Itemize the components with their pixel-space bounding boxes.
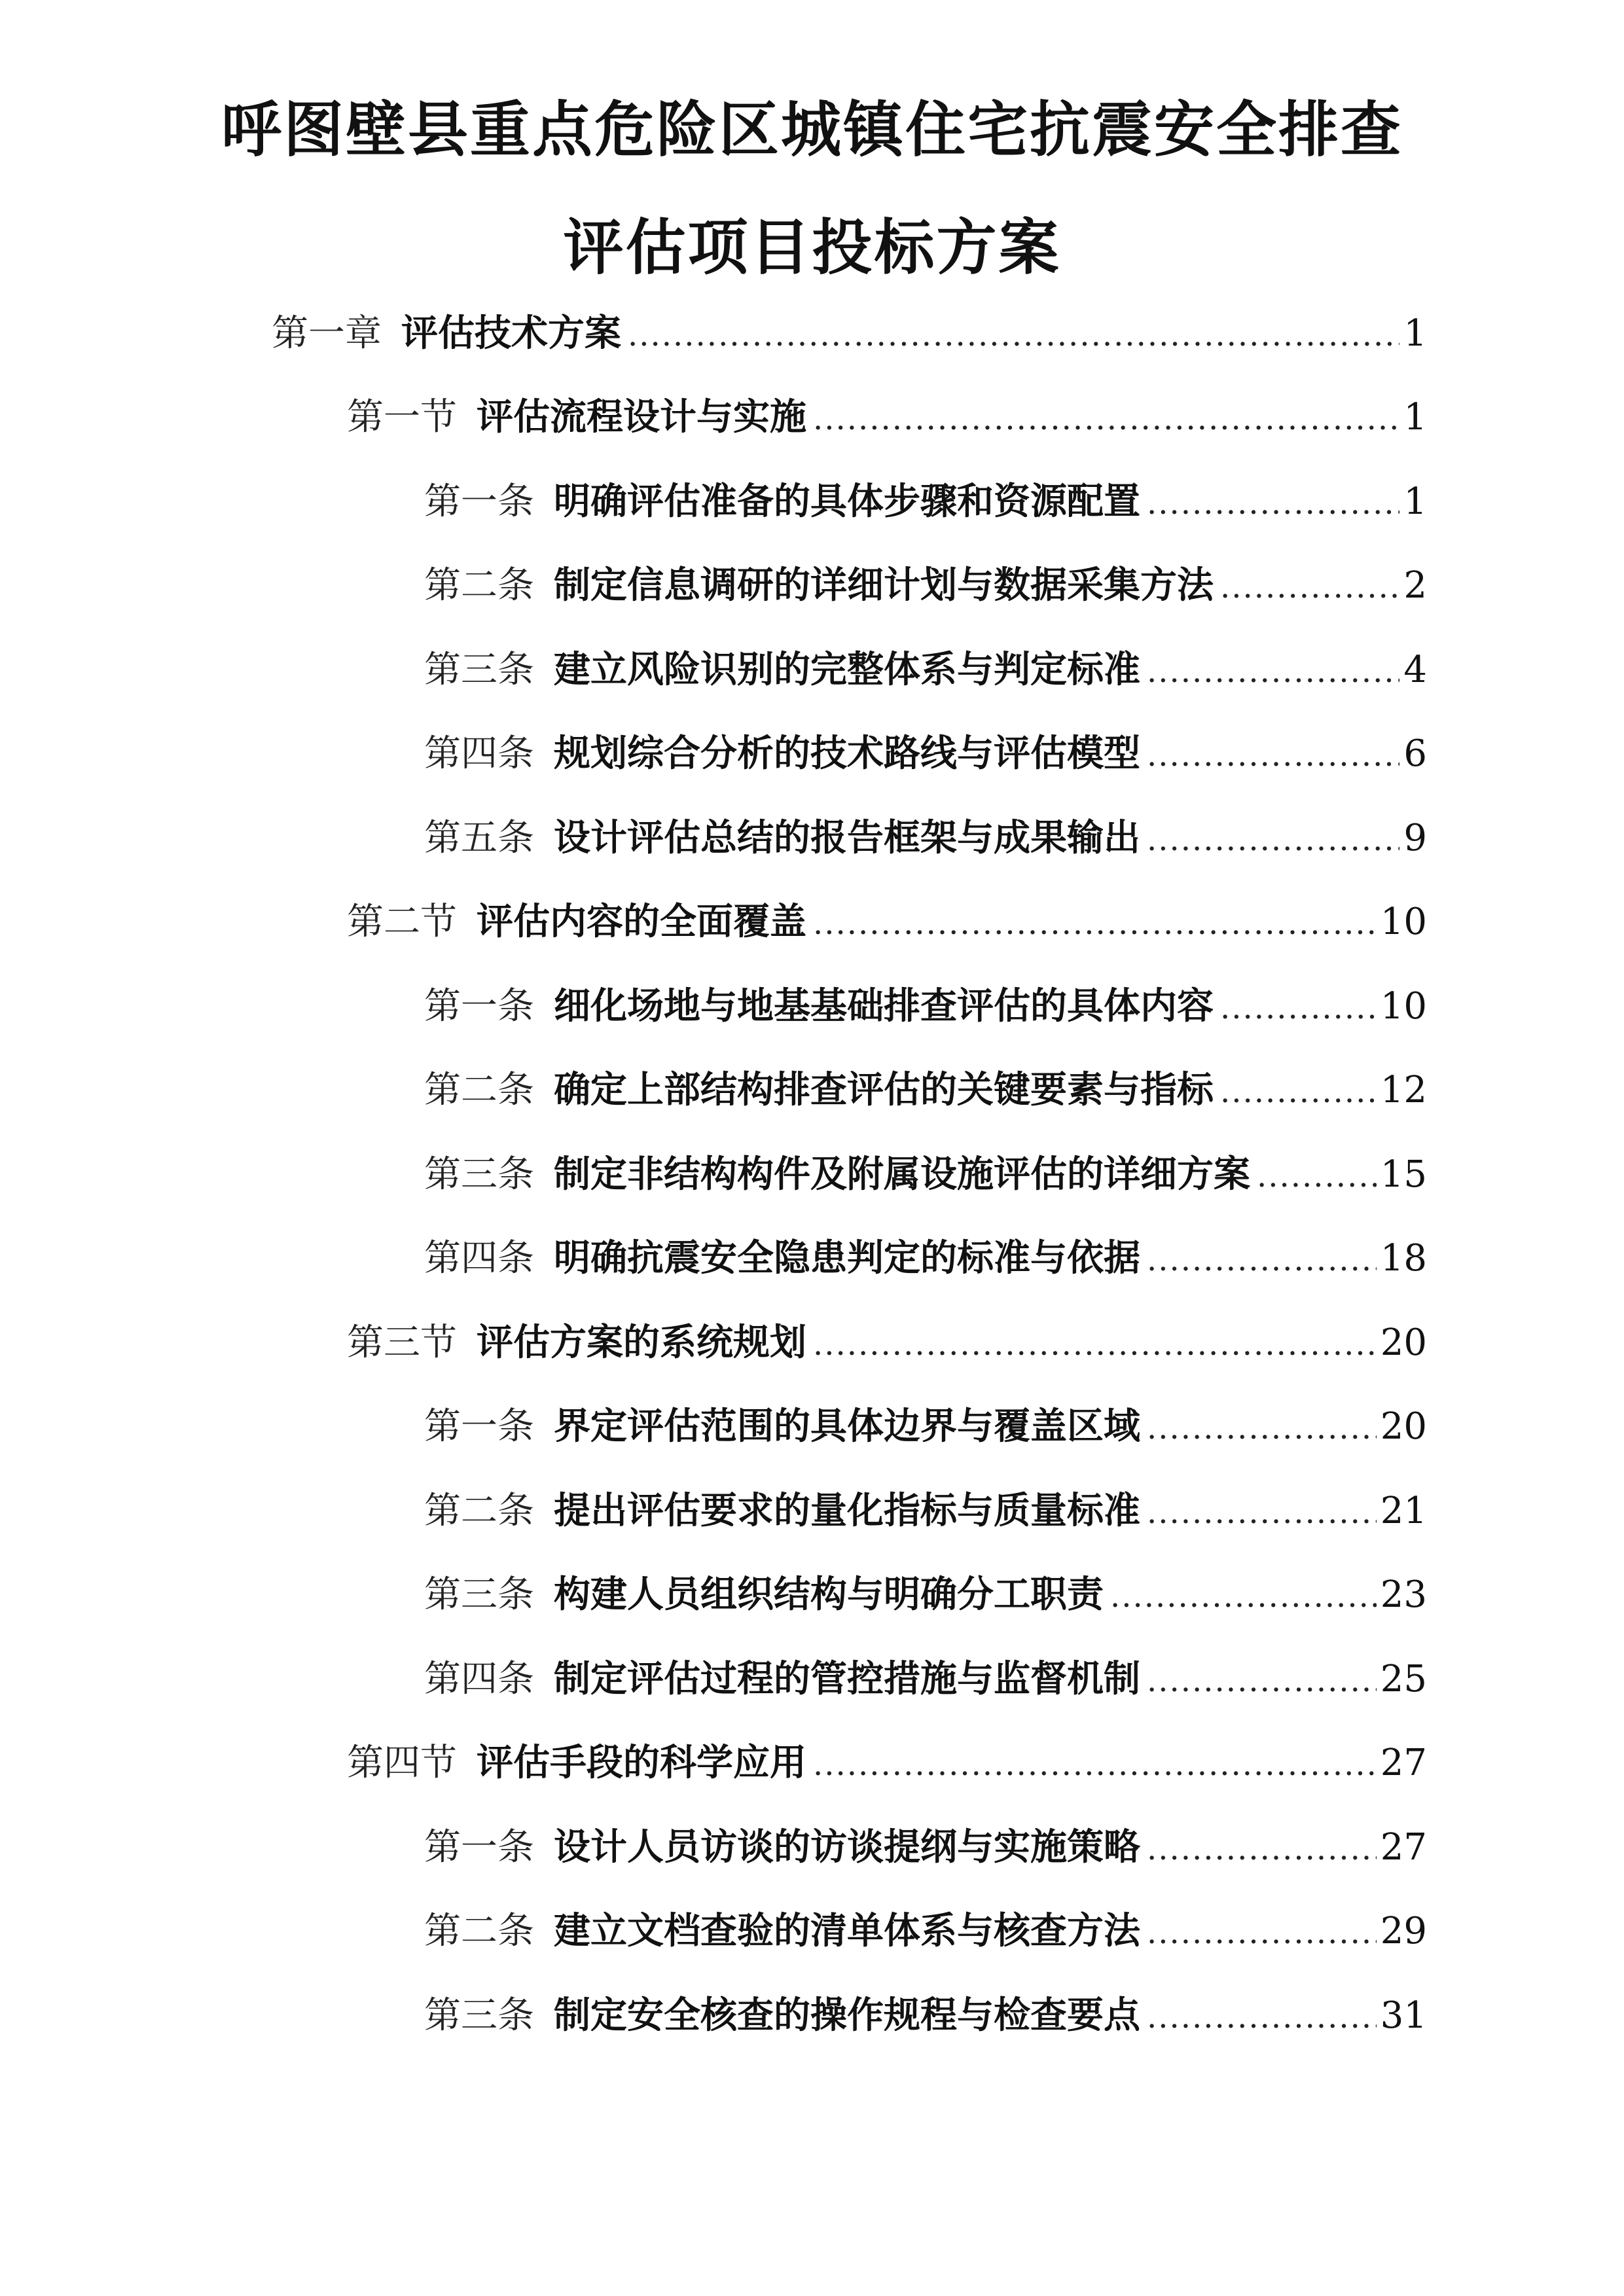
toc-entry-title: 制定安全核查的操作规程与检查要点 xyxy=(554,1994,1140,2037)
toc-entry-number: 第四节 xyxy=(347,1742,457,1784)
toc-entry-title: 评估技术方案 xyxy=(401,312,621,355)
toc-entry[interactable] xyxy=(424,1232,1427,1285)
toc-entry-title: 界定评估范围的具体边界与覆盖区域 xyxy=(554,1405,1140,1448)
toc-entry-page: 27 xyxy=(1380,1826,1427,1869)
toc-entry[interactable] xyxy=(424,1401,1427,1453)
toc-entry-number: 第三节 xyxy=(347,1321,457,1364)
toc-entry-number: 第三条 xyxy=(424,1153,534,1196)
toc-entry-page: 31 xyxy=(1380,1994,1427,2037)
toc-entry-title: 设计人员访谈的访谈提纲与实施策略 xyxy=(554,1826,1140,1869)
toc-entry[interactable] xyxy=(424,812,1427,865)
toc-entry[interactable] xyxy=(424,728,1427,780)
toc-leader-dots xyxy=(1147,645,1399,698)
toc-entry-page: 1 xyxy=(1403,480,1427,523)
toc-entry-number: 第四条 xyxy=(424,732,534,775)
toc-leader-dots xyxy=(813,1738,1377,1791)
toc-entry-page: 10 xyxy=(1380,985,1427,1028)
toc-entry-page: 12 xyxy=(1380,1069,1427,1111)
toc-leader-dots xyxy=(1147,814,1399,866)
toc-entry[interactable] xyxy=(424,644,1427,696)
toc-entry-number: 第四条 xyxy=(424,1237,534,1280)
toc-leader-dots xyxy=(1147,1823,1377,1875)
toc-entry-title: 明确评估准备的具体步骤和资源配置 xyxy=(554,480,1140,523)
toc-entry-title: 评估内容的全面覆盖 xyxy=(477,901,806,943)
toc-entry[interactable] xyxy=(347,896,1427,948)
toc-entry[interactable] xyxy=(424,1569,1427,1621)
toc-entry[interactable] xyxy=(347,391,1427,444)
toc-entry-title: 细化场地与地基基础排查评估的具体内容 xyxy=(554,985,1214,1028)
toc-entry-title: 制定非结构构件及附属设施评估的详细方案 xyxy=(554,1153,1250,1196)
toc-leader-dots xyxy=(813,897,1377,950)
toc-entry-page: 27 xyxy=(1380,1742,1427,1784)
toc-entry-page: 25 xyxy=(1380,1658,1427,1700)
toc-leader-dots xyxy=(813,1318,1377,1371)
toc-entry[interactable] xyxy=(424,1149,1427,1201)
toc-entry[interactable] xyxy=(272,308,1427,360)
toc-entry[interactable] xyxy=(424,476,1427,528)
toc-entry[interactable] xyxy=(424,980,1427,1033)
toc-entry-number: 第一条 xyxy=(424,1826,534,1869)
toc-entry-title: 建立风险识别的完整体系与判定标准 xyxy=(554,649,1140,691)
toc-entry[interactable] xyxy=(424,1485,1427,1537)
toc-leader-dots xyxy=(1147,1486,1377,1539)
toc-entry-number: 第一章 xyxy=(272,312,382,355)
toc-entry-number: 第三条 xyxy=(424,649,534,691)
toc-entry-number: 第二条 xyxy=(424,1490,534,1532)
toc-entry-title: 制定信息调研的详细计划与数据采集方法 xyxy=(554,564,1214,607)
toc-leader-dots xyxy=(1147,729,1399,781)
toc-entry[interactable] xyxy=(424,1821,1427,1874)
toc-entry-page: 29 xyxy=(1380,1910,1427,1952)
toc-entry-title: 确定上部结构排查评估的关键要素与指标 xyxy=(554,1069,1214,1111)
toc-leader-dots xyxy=(1257,1150,1377,1202)
toc-entry-number: 第二条 xyxy=(424,1910,534,1952)
toc-leader-dots xyxy=(1147,1655,1377,1707)
toc-entry-page: 1 xyxy=(1403,312,1427,355)
toc-leader-dots xyxy=(1220,561,1399,613)
toc-entry[interactable] xyxy=(424,1064,1427,1117)
toc-entry-title: 构建人员组织结构与明确分工职责 xyxy=(554,1573,1104,1616)
toc-entry-title: 制定评估过程的管控措施与监督机制 xyxy=(554,1658,1140,1700)
toc-leader-dots xyxy=(1147,1991,1377,2043)
toc-entry-page: 9 xyxy=(1403,817,1427,859)
toc-entry-number: 第一节 xyxy=(347,396,457,439)
toc-entry-page: 2 xyxy=(1403,564,1427,607)
toc-entry-number: 第二条 xyxy=(424,564,534,607)
toc-entry-page: 18 xyxy=(1380,1237,1427,1280)
toc-entry-title: 明确抗震安全隐患判定的标准与依据 xyxy=(554,1237,1140,1280)
toc-entry-page: 6 xyxy=(1403,732,1427,775)
document-title-line-2: 评估项目投标方案 xyxy=(563,213,1061,283)
toc-entry[interactable] xyxy=(424,1653,1427,1706)
document-title-line-1: 呼图壁县重点危险区城镇住宅抗震安全排查 xyxy=(221,95,1403,165)
toc-entry-page: 15 xyxy=(1380,1153,1427,1196)
toc-entry-number: 第二节 xyxy=(347,901,457,943)
toc-leader-dots xyxy=(1110,1570,1377,1623)
toc-entry-title: 规划综合分析的技术路线与评估模型 xyxy=(554,732,1140,775)
toc-entry-number: 第一条 xyxy=(424,1405,534,1448)
toc-entry-number: 第一条 xyxy=(424,480,534,523)
toc-entry-title: 评估流程设计与实施 xyxy=(477,396,806,439)
toc-leader-dots xyxy=(813,393,1399,445)
toc-entry-page: 20 xyxy=(1380,1321,1427,1364)
toc-entry[interactable] xyxy=(424,1990,1427,2042)
toc-entry[interactable] xyxy=(347,1737,1427,1789)
toc-leader-dots xyxy=(1147,477,1399,529)
toc-entry-number: 第四条 xyxy=(424,1658,534,1700)
toc-entry[interactable] xyxy=(424,560,1427,612)
toc-entry-page: 10 xyxy=(1380,901,1427,943)
toc-leader-dots xyxy=(628,309,1399,361)
toc-entry-page: 20 xyxy=(1380,1405,1427,1448)
toc-entry-page: 1 xyxy=(1403,396,1427,439)
toc-entry-title: 评估方案的系统规划 xyxy=(477,1321,806,1364)
toc-entry-number: 第三条 xyxy=(424,1573,534,1616)
toc-entry[interactable] xyxy=(347,1317,1427,1369)
toc-entry-page: 4 xyxy=(1403,649,1427,691)
toc-entry-title: 评估手段的科学应用 xyxy=(477,1742,806,1784)
toc-entry-number: 第三条 xyxy=(424,1994,534,2037)
toc-entry-number: 第一条 xyxy=(424,985,534,1028)
toc-entry-title: 建立文档查验的清单体系与核查方法 xyxy=(554,1910,1140,1952)
toc-leader-dots xyxy=(1147,1907,1377,1959)
toc-leader-dots xyxy=(1220,1066,1377,1118)
toc-entry-title: 提出评估要求的量化指标与质量标准 xyxy=(554,1490,1140,1532)
toc-entry-page: 21 xyxy=(1380,1490,1427,1532)
toc-leader-dots xyxy=(1147,1234,1377,1286)
toc-entry[interactable] xyxy=(424,1905,1427,1958)
toc-entry-page: 23 xyxy=(1380,1573,1427,1616)
toc-leader-dots xyxy=(1220,982,1377,1034)
toc-entry-number: 第二条 xyxy=(424,1069,534,1111)
toc-leader-dots xyxy=(1147,1402,1377,1454)
toc-entry-number: 第五条 xyxy=(424,817,534,859)
toc-entry-title: 设计评估总结的报告框架与成果输出 xyxy=(554,817,1140,859)
